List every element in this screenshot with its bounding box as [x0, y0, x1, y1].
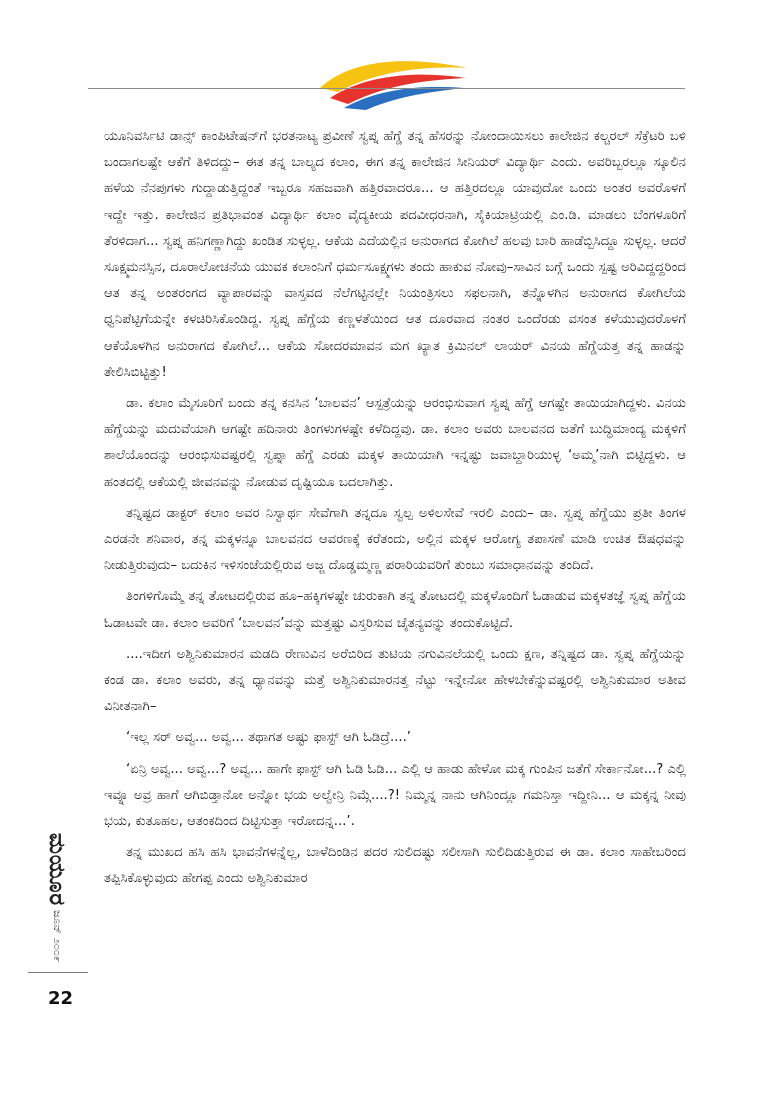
article-paragraph: ಯೂನಿವರ್ಸಿಟಿ ಡಾನ್ಸ್ ಕಾಂಪಿಟೇಷನ್‌ಗೆ ಭರತನಾಟ್ಯ ಪ್ರವೀಣೆ ಸ್ವಪ್ನ ಹೆಗ್ಡೆ ತನ್ನ ಹೆಸರನ್ನು ನೋಂದಾಯಿಸಲು ಕಾಲೇಜಿನ ಕಲ್ಚರಲ್ ಸೆಕ್ರೆಟರಿ ಬಳಿ ಬಂದಾಗಲಷ್ಟೇ ಆಕೆಗೆ ತಿಳಿದದ್ದು– ಈತ ತನ್ನ ಬಾಲ್ಯದ ಕಲಾಂ, ಈಗ ತನ್ನ ಕಾಲೇಜಿನ ಸೀನಿಯರ್ ವಿದ್ಯಾರ್ಥಿ ಎಂದು. ಅವರಿಬ್ಬರಲ್ಲೂ ಸ್ಕೂಲಿನ ಹಳೆಯ ನೆನಪುಗಳು ಗುದ್ದಾಡುತ್ತಿದ್ದಂತೆ ಇಬ್ಬರೂ ಸಹಜವಾಗಿ ಹತ್ತಿರವಾದರೂ... ಆ ಹತ್ತಿರದಲ್ಲೂ ಯಾವುದೋ ಒಂದು ಅಂತರ ಅವರೊಳಗೆ ಇದ್ದೇ ಇತ್ತು. ಕಾಲೇಜಿನ ಪ್ರತಿಭಾವಂತ ವಿದ್ಯಾರ್ಥಿ ಕಲಾಂ ವೈದ್ಯಕೀಯ ಪದವೀಧರನಾಗಿ, ಸೈಕಿಯಾಟ್ರಿಯಲ್ಲಿ ಎಂ.ಡಿ. ಮಾಡಲು ಬೆಂಗಳೂರಿಗೆ ತೆರಳಿದಾಗ... ಸ್ವಪ್ನ ಹನಿಗಣ್ಣಾಗಿದ್ದು ಖಂಡಿತ ಸುಳ್ಳಲ್ಲ. ಆಕೆಯ ಎದೆಯಲ್ಲಿನ ಅನುರಾಗದ ಕೋಗಿಲೆ ಹಲವು ಬಾರಿ ಹಾಡೆಬ್ಬಿಸಿದ್ದೂ ಸುಳ್ಳಲ್ಲ. ಆದರೆ ಸೂಕ್ಷ್ಮಮನಸ್ಸಿನ, ದೂರಾಲೋಚನೆಯ ಯುವಕ ಕಲಾಂನಿಗೆ ಧರ್ಮಸೂಕ್ಷ್ಮಗಳು ತಂದು ಹಾಕುವ ನೋವು–ಸಾವಿನ ಬಗ್ಗೆ ಒಂದು ಸ್ಪಷ್ಟ ಅರಿವಿದ್ದದ್ದರಿಂದ ಆತ ತನ್ನ ಅಂತರಂಗದ ವ್ಯಾಪಾರವನ್ನು ವಾಸ್ತವದ ನೆಲೆಗಟ್ಟಿನಲ್ಲೇ ನಿಯಂತ್ರಿಸಲು ಸಫಲನಾಗಿ, ತನ್ನೊಳಗಿನ ಅನುರಾಗದ ಕೋಗಿಲೆಯ ಧ್ವನಿಪೆಟ್ಟಿಗೆಯನ್ನೇ ಕಳಚಿರಿಸಿಕೊಂಡಿದ್ದ. ಸ್ವಪ್ನ ಹೆಗ್ಡೆಯ ಕಣ್ಣಳತೆಯಿಂದ ಆತ ದೂರವಾದ ನಂತರ ಒಂದೆರಡು ವಸಂತ ಕಳೆಯುವುದರೊಳಗೆ ಆಕೆಯೊಳಗಿನ ಅನುರಾಗದ ಕೋಗಿಲೆ... ಆಕೆಯ ಸೋದರಮಾವನ ಮಗ ಖ್ಯಾತ ಕ್ರಿಮಿನಲ್ ಲಾಯರ್ ವಿನಯ ಹೆಗ್ಡೆಯತ್ತ ತನ್ನ ಹಾಡನ್ನು ತೇಲಿಸಿಬಿಟ್ಟಿತ್ತು! [104, 129, 686, 380]
article-paragraph: ....ಇದೀಗ ಅಶ್ವಿನಿಕುಮಾರನ ಮಡದಿ ರೇಣುವಿನ ಅರೆಬಿರಿದ ತುಟಿಯ ನಗುವಿನಲೆಯಲ್ಲಿ ಒಂದು ಕ್ಷಣ, ತನ್ನಿಷ್ಟದ ಡಾ. ಸ್ವಪ್ನ ಹೆಗ್ಡೆಯನ್ನು ಕಂಡ ಡಾ. ಕಲಾಂ ಅವರು, ತನ್ನ ಧ್ಯಾನವನ್ನು ಮತ್ತೆ ಅಶ್ವಿನಿಕುಮಾರನತ್ತ ನೆಟ್ಟು ಇನ್ನೇನೋ ಹೇಳಬೇಕೆನ್ನುವಷ್ಟರಲ್ಲಿ ಅಶ್ವಿನಿಕುಮಾರ ಅತೀವ ವಿನೀತನಾಗಿ– [104, 646, 686, 715]
magazine-name: ಮಯೂರ [44, 833, 69, 907]
dialogue-line: ‘ಇಲ್ಲ ಸರ್ ಅವ್ವ... ಅವ್ವ... ತಥಾಗತ ಅಷ್ಟು ಫಾಸ್ಟ್ ಆಗಿ ಓಡಿದ್ರೆ....’ [126, 730, 411, 746]
dialogue-line: ‘ಏನ್ರಿ ಅವ್ವ... ಅವ್ವ...? ಅವ್ವ... ಹಾಗೇ ಫಾಸ್ಟ್ ಆಗಿ ಓಡಿ ಓಡಿ... ಎಲ್ಲಿ ಆ ಹಾಡು ಹೇಳೋ ಮಕ್ಕ ಗುಂಪಿನ ಜತೆಗೆ ಸೇರ್ಕಾನೋ...? ಎಲ್ಲಿ ಇವ್ನೂ ಅವ್ರ ಹಾಗೆ ಆಗಿಬಿಡ್ತಾನೋ ಅನ್ನೋ ಭಯ ಅಲ್ವೇನ್ರಿ ನಿಮ್ಗೆ....?! ನಿಮ್ಮನ್ನ ನಾನು ಆಗಿನಿಂದ್ಲೂ ಗಮನಿಸ್ತಾ ಇದ್ದೀನಿ... ಆ ಮಕ್ಕನ್ನ ನೀವು ಭಯ, ಕುತೂಹಲ, ಆತಂಕದಿಂದ ದಿಟ್ಟಿಸುತ್ತಾ ಇರೋದನ್ನ...’. [104, 761, 686, 830]
article-body [104, 124, 686, 898]
article-paragraph: ತನ್ನಿಷ್ಟದ ಡಾಕ್ಟರ್ ಕಲಾಂ ಅವರ ನಿಸ್ವಾರ್ಥ ಸೇವೆಗಾಗಿ ತನ್ನದೂ ಸ್ವಲ್ಪ ಅಳಿಲಸೇವೆ ಇರಲಿ ಎಂದು– ಡಾ. ಸ್ವಪ್ನ ಹೆಗ್ಡೆಯು ಪ್ರತೀ ತಿಂಗಳ ಎರಡನೇ ಶನಿವಾರ, ತನ್ನ ಮಕ್ಕಳನ್ನೂ ಬಾಲವನದ ಆವರಣಕ್ಕೆ ಕರೆತಂದು, ಅಲ್ಲಿನ ಮಕ್ಕಳ ಆರೋಗ್ಯ ತಪಾಸಣೆ ಮಾಡಿ ಉಚಿತ ಔಷಧವನ್ನು ನೀಡುತ್ತಿರುವುದು– ಬದುಕಿನ ಇಳಿಸಂಜೆಯಲ್ಲಿರುವ ಅಜ್ಜ ದೊಡ್ಡಮ್ಮಣ್ಣ ಪರಾರಿಯವರಿಗೆ ತುಂಬು ಸಮಾಧಾನವನ್ನು ತಂದಿದೆ. [104, 505, 686, 574]
article-paragraph: ತನ್ನ ಮುಖದ ಹಸಿ ಹಸಿ ಭಾವನೆಗಳನ್ನೆಲ್ಲ, ಬಾಳೆದಿಂಡಿನ ಪದರ ಸುಲಿದಷ್ಟು ಸಲೀಸಾಗಿ ಸುಲಿದಿಡುತ್ತಿರುವ ಈ ಡಾ. ಕಲಾಂ ಸಾಹೇಬರಿಂದ ತಪ್ಪಿಸಿಕೊಳ್ಳುವುದು ಹೇಗಪ್ಪ ಎಂದು ಅಶ್ವಿನಿಕುಮಾರ [104, 845, 686, 887]
article-paragraph: ತಿಂಗಳಿಗೊಮ್ಮೆ ತನ್ನ ತೋಟದಲ್ಲಿರುವ ಹೂ–ಹಕ್ಕಿಗಳಷ್ಟೇ ಚುರುಕಾಗಿ ತನ್ನ ತೋಟದಲ್ಲಿ ಮಕ್ಕಳೊಂದಿಗೆ ಓಡಾಡುವ ಮಕ್ಕಳತಜ್ಞೆ ಸ್ವಪ್ನ ಹೆಗ್ಡೆಯ ಓಡಾಟವೇ ಡಾ. ಕಲಾಂ ಅವರಿಗೆ ‘ಬಾಲವನ’ವನ್ನು ಮತ್ತಷ್ಟು ವಿಸ್ತರಿಸುವ ಚೈತನ್ಯವನ್ನು ತಂದುಕೊಟ್ಟಿದೆ. [104, 589, 686, 631]
article-paragraph: ಡಾ. ಕಲಾಂ ಮೈಸೂರಿಗೆ ಬಂದು ತನ್ನ ಕನಸಿನ ‘ಬಾಲವನ’ ಆಸ್ಪತ್ರೆಯನ್ನು ಆರಂಭಿಸುವಾಗ ಸ್ವಪ್ನ ಹೆಗ್ಡೆ ಆಗಷ್ಟೇ ತಾಯಿಯಾಗಿದ್ದಳು. ವಿನಯ ಹೆಗ್ಡೆಯನ್ನು ಮದುವೆಯಾಗಿ ಆಗಷ್ಟೇ ಹದಿನಾರು ತಿಂಗಳುಗಳಷ್ಟೇ ಕಳೆದಿದ್ದವು. ಡಾ. ಕಲಾಂ ಅವರು ಬಾಲವನದ ಜತೆಗೆ ಬುದ್ಧಿಮಾಂದ್ಯ ಮಕ್ಕಳಿಗೆ ಶಾಲೆಯೊಂದನ್ನು ಆರಂಭಿಸುವಷ್ಟರಲ್ಲಿ ಸ್ವಪ್ನಾ ಹೆಗ್ಡೆ ಎರಡು ಮಕ್ಕಳ ತಾಯಿಯಾಗಿ ಇನ್ನಷ್ಟು ಜವಾಬ್ದಾರಿಯುಳ್ಳ ‘ಅಮ್ಮ’ನಾಗಿ ಬಿಟ್ಟಿದ್ದಳು. ಆ ಹಂತದಲ್ಲಿ ಆಕೆಯಲ್ಲಿ ಜೀವನವನ್ನು ನೋಡುವ ದೃಷ್ಟಿಯೂ ಬದಲಾಗಿತ್ತು. [104, 396, 686, 490]
header-rule [88, 88, 685, 89]
page-number: 22 [48, 988, 74, 1009]
sidebar-rule [28, 972, 88, 973]
magazine-logo [318, 58, 470, 110]
issue-date: ಜೂನ್ ೨೦೦೯ [51, 910, 64, 963]
